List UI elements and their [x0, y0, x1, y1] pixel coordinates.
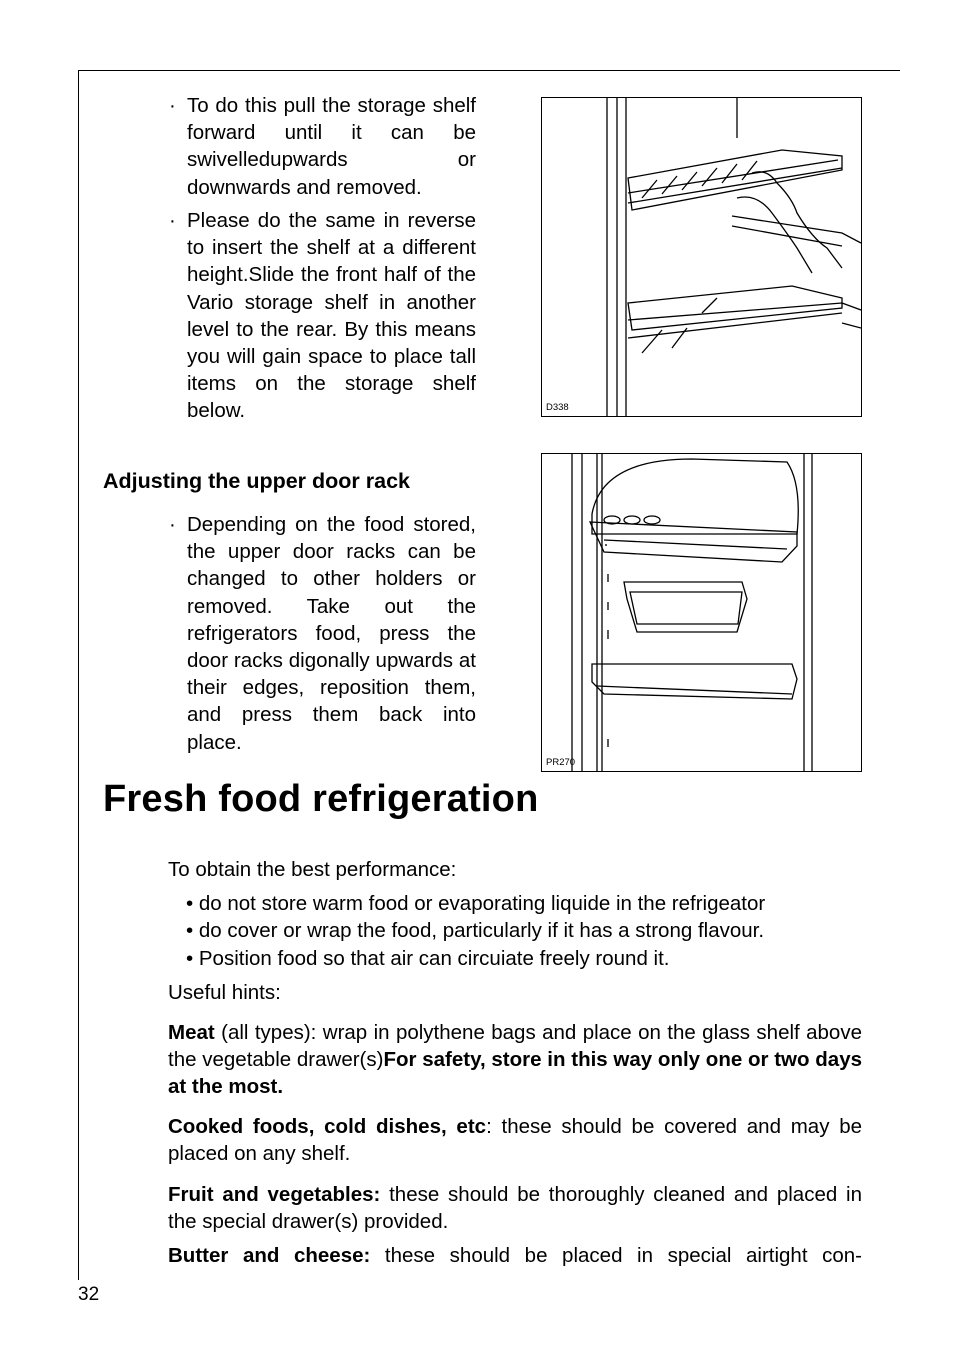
figure-code: D338: [546, 402, 569, 413]
hint-term: Cooked foods, cold dishes, etc: [168, 1115, 487, 1138]
bullet-remove-shelf: [169, 92, 476, 201]
bullet-dot: ·: [169, 94, 176, 117]
page-number: 32: [78, 1284, 100, 1305]
bullet-text: To do this pull the storage shelf forward until it can be swivelledupwards or downwards and removed.: [187, 94, 476, 199]
shelf-illustration-icon: [542, 98, 861, 416]
bullet-door-rack: [169, 511, 476, 756]
figure-door-rack: [541, 453, 862, 772]
page-frame-top-rule: [78, 70, 900, 71]
hint-term: Butter and cheese:: [168, 1244, 371, 1267]
figure-code: PR270: [546, 757, 576, 768]
bullet-text: Please do the same in reverse to insert the shelf at a different height.Slide the front half of the Vario storage shelf in another level to the rear. By this means you will gain space to place tall items on the storage shelf below.: [187, 209, 476, 423]
intro-text: To obtain the best performance:: [168, 858, 457, 881]
performance-bullet-2: • do cover or wrap the food, particularly if it has a strong flavour.: [186, 919, 765, 942]
performance-bullet-3: • Position food so that air can circuiate freely round it.: [186, 947, 670, 970]
hint-text: these should be thoroughly cleaned and placed in the special drawer(s) provided.: [168, 1183, 862, 1234]
hint-meat: [168, 1019, 862, 1101]
section-heading-door-rack: Adjusting the upper door rack: [103, 469, 410, 493]
page-title: Fresh food refrigeration: [103, 778, 539, 820]
useful-hints-label: Useful hints:: [168, 981, 281, 1004]
hint-text: these should be placed in special airtight con-: [370, 1244, 862, 1267]
door-rack-illustration-icon: [542, 454, 861, 771]
hint-text: (all types): wrap in polythene bags and place on the glass shelf above the vegetable drawer(s): [168, 1021, 862, 1072]
hint-fruit-vegetables: [168, 1181, 862, 1235]
bullet-dot: ·: [169, 209, 176, 232]
figure-shelf: [541, 97, 862, 417]
hint-text: : these should be covered and may be placed on any shelf.: [168, 1115, 862, 1166]
hint-term: Fruit and vegetables:: [168, 1183, 381, 1206]
bullet-insert-shelf: [169, 207, 476, 425]
page-frame-left-rule: [78, 70, 79, 1280]
hint-butter-cheese: [168, 1242, 862, 1269]
hint-warning: For safety, store in this way only one or two days at the most.: [168, 1048, 862, 1099]
hint-term: Meat: [168, 1021, 215, 1044]
bullet-dot: ·: [169, 513, 176, 536]
bullet-text: Depending on the food stored, the upper door racks can be changed to other holders or removed. Take out the refrigerators food, press the door racks digonally upwards at their edges, reposition them, and press them back into place.: [187, 513, 476, 754]
performance-bullet-1: • do not store warm food or evaporating liquide in the refrigeator: [186, 892, 766, 915]
hint-cooked-foods: [168, 1113, 862, 1167]
